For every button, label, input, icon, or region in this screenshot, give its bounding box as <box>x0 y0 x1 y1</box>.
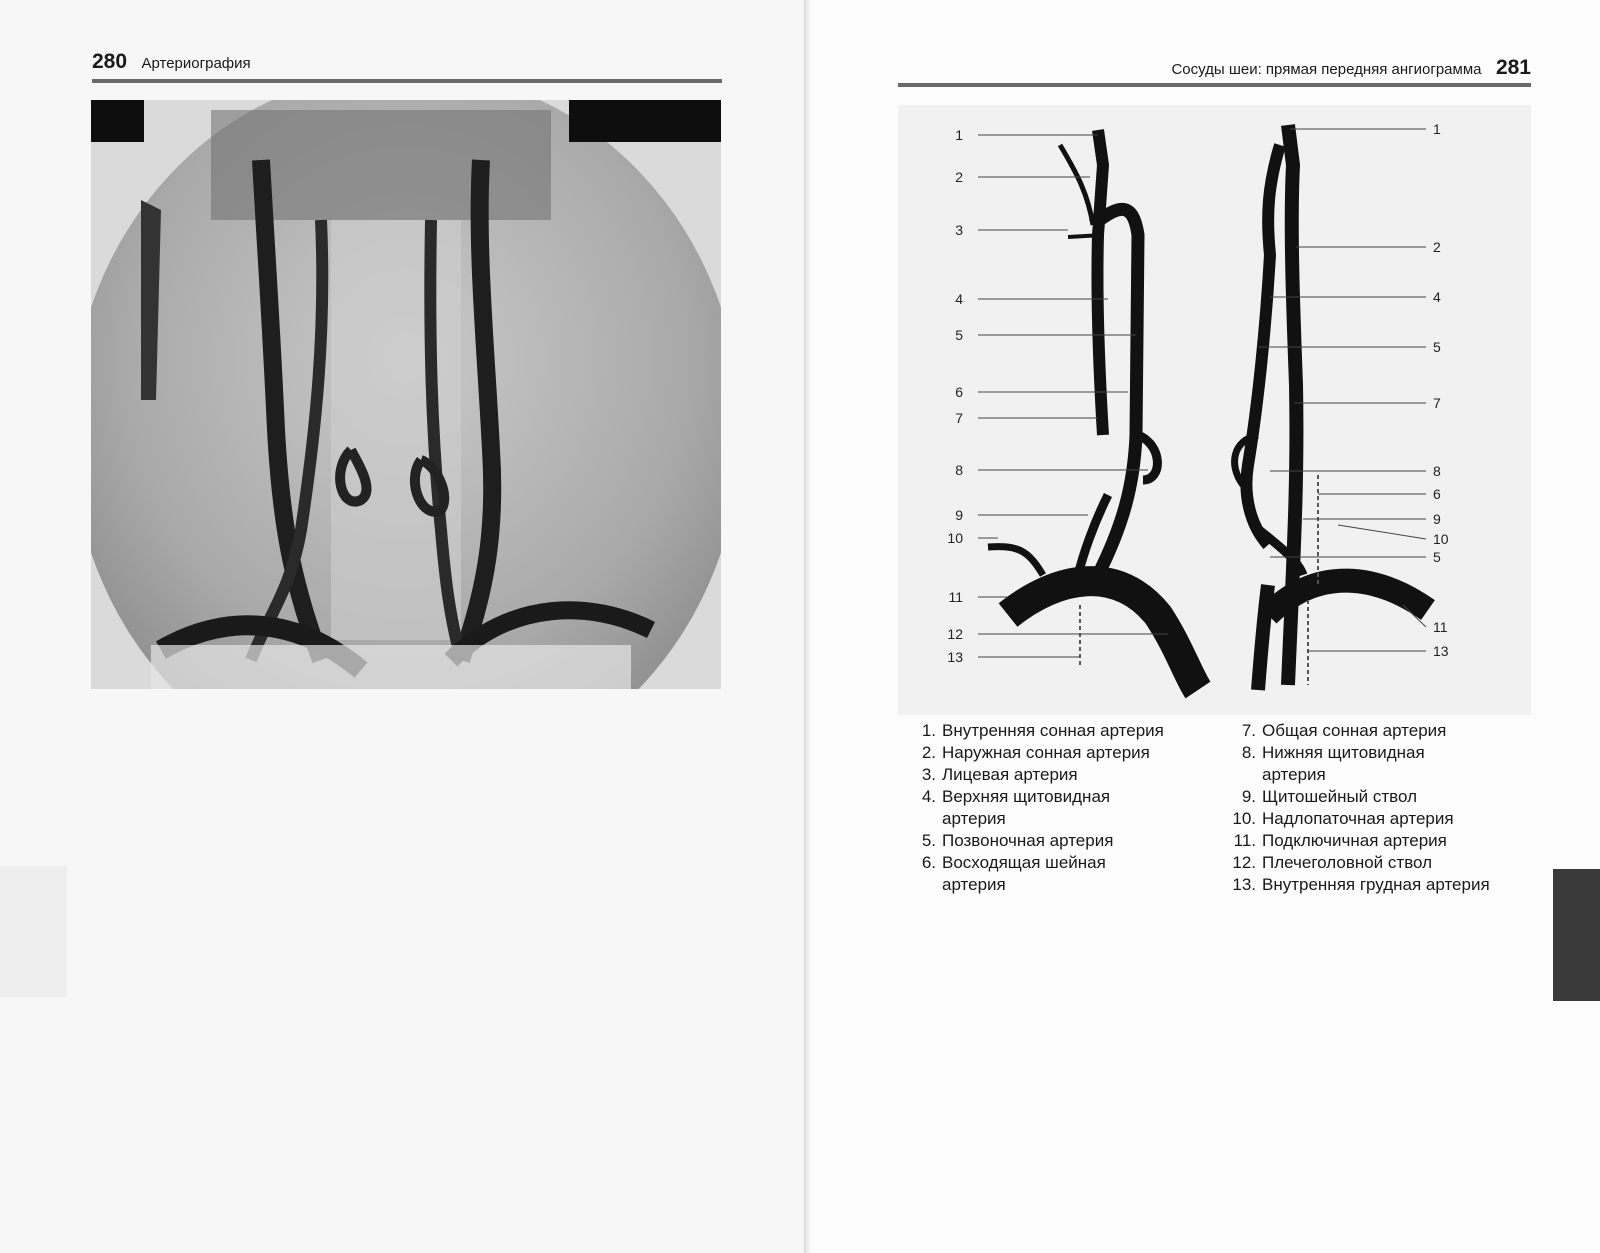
right-figure-vessels <box>1235 125 1428 690</box>
legend-text: Лицевая артерия <box>942 765 1078 784</box>
legend-text: Восходящая шейная артерия <box>942 853 1106 894</box>
legend-number: 5. <box>921 831 936 850</box>
diagram-label: 5 <box>1433 339 1441 355</box>
legend-number: 3. <box>921 765 936 784</box>
right-header-rule <box>898 83 1531 87</box>
legend-number: 2. <box>921 743 936 762</box>
legend-text: Нижняя щитовидная артерия <box>1262 743 1425 784</box>
legend-text: Плечеголовной ствол <box>1262 853 1433 872</box>
legend-text: Щитошейный ствол <box>1262 787 1418 806</box>
diagram-label: 13 <box>947 649 963 665</box>
legend-column-1 <box>908 720 1218 896</box>
legend-item <box>1228 830 1548 852</box>
legend-number: 10. <box>1232 809 1256 828</box>
diagram-label: 6 <box>955 384 963 400</box>
book-gutter <box>804 0 810 1253</box>
diagram-label: 5 <box>955 327 963 343</box>
diagram-label: 5 <box>1433 549 1441 565</box>
legend-text: Верхняя щитовидная артерия <box>942 787 1111 828</box>
artery-diagram <box>898 105 1531 715</box>
thumb-tab-right <box>1553 869 1600 1001</box>
diagram-label: 1 <box>955 127 963 143</box>
diagram-label: 12 <box>947 626 963 642</box>
legend-text: Внутренняя сонная артерия <box>942 721 1164 740</box>
legend-text: Подключичная артерия <box>1262 831 1447 850</box>
left-figure-labels <box>947 127 963 665</box>
left-running-header <box>92 50 722 80</box>
left-page-number: 280 <box>92 50 128 73</box>
diagram-label: 11 <box>1433 619 1448 635</box>
legend-number: 11. <box>1233 831 1256 850</box>
xray-marker-left <box>91 100 144 142</box>
diagram-label: 4 <box>1433 289 1441 305</box>
diagram-label: 11 <box>948 589 963 605</box>
legend-text: Надлопаточная артерия <box>1262 809 1454 828</box>
diagram-label: 3 <box>955 222 963 238</box>
diagram-label: 10 <box>947 530 963 546</box>
diagram-label: 1 <box>1433 121 1441 137</box>
diagram-label: 9 <box>1433 511 1441 527</box>
legend-item <box>908 764 1218 786</box>
legend-item <box>1228 852 1548 874</box>
legend-item <box>1228 742 1548 786</box>
thumb-tab-left <box>0 866 67 997</box>
legend-text: Позвоночная артерия <box>942 831 1114 850</box>
angiogram-image <box>91 100 721 689</box>
legend-item <box>908 720 1218 742</box>
legend-number: 8. <box>1241 743 1256 762</box>
left-header-rule <box>92 79 722 83</box>
legend-item <box>908 742 1218 764</box>
legend-number: 13. <box>1232 875 1256 894</box>
legend-item <box>908 852 1218 896</box>
diagram-label: 2 <box>1433 239 1441 255</box>
diagram-label: 8 <box>1433 463 1441 479</box>
diagram-label: 6 <box>1433 486 1441 502</box>
left-running-title: Артериография <box>141 55 251 72</box>
diagram-label: 9 <box>955 507 963 523</box>
legend-item <box>908 830 1218 852</box>
legend-item <box>1228 808 1548 830</box>
legend-number: 6. <box>921 853 936 872</box>
legend-item <box>1228 786 1548 808</box>
diagram-label: 2 <box>955 169 963 185</box>
right-page-number: 281 <box>1495 56 1531 79</box>
diagram-label: 13 <box>1433 643 1449 659</box>
legend-text: Наружная сонная артерия <box>942 743 1150 762</box>
diagram-label: 4 <box>955 291 963 307</box>
legend-number: 1. <box>921 721 936 740</box>
legend-number: 12. <box>1232 853 1256 872</box>
xray-marker-right <box>569 100 721 142</box>
diagram-label: 10 <box>1433 531 1449 547</box>
legend-item <box>1228 874 1548 896</box>
legend-item <box>1228 720 1548 742</box>
diagram-label: 7 <box>1433 395 1441 411</box>
right-figure-labels <box>1433 121 1449 659</box>
right-running-title: Сосуды шеи: прямая передняя ангиограмма <box>1171 61 1482 78</box>
diagram-label: 8 <box>955 462 963 478</box>
legend-text: Общая сонная артерия <box>1262 721 1447 740</box>
left-figure-vessels <box>988 130 1198 690</box>
legend-number: 9. <box>1241 787 1256 806</box>
legend-number: 7. <box>1241 721 1256 740</box>
right-running-header <box>898 56 1531 86</box>
legend-column-2 <box>1228 720 1548 896</box>
diagram-label: 7 <box>955 410 963 426</box>
legend-number: 4. <box>921 787 936 806</box>
legend-item <box>908 786 1218 830</box>
legend-text: Внутренняя грудная артерия <box>1262 875 1490 894</box>
